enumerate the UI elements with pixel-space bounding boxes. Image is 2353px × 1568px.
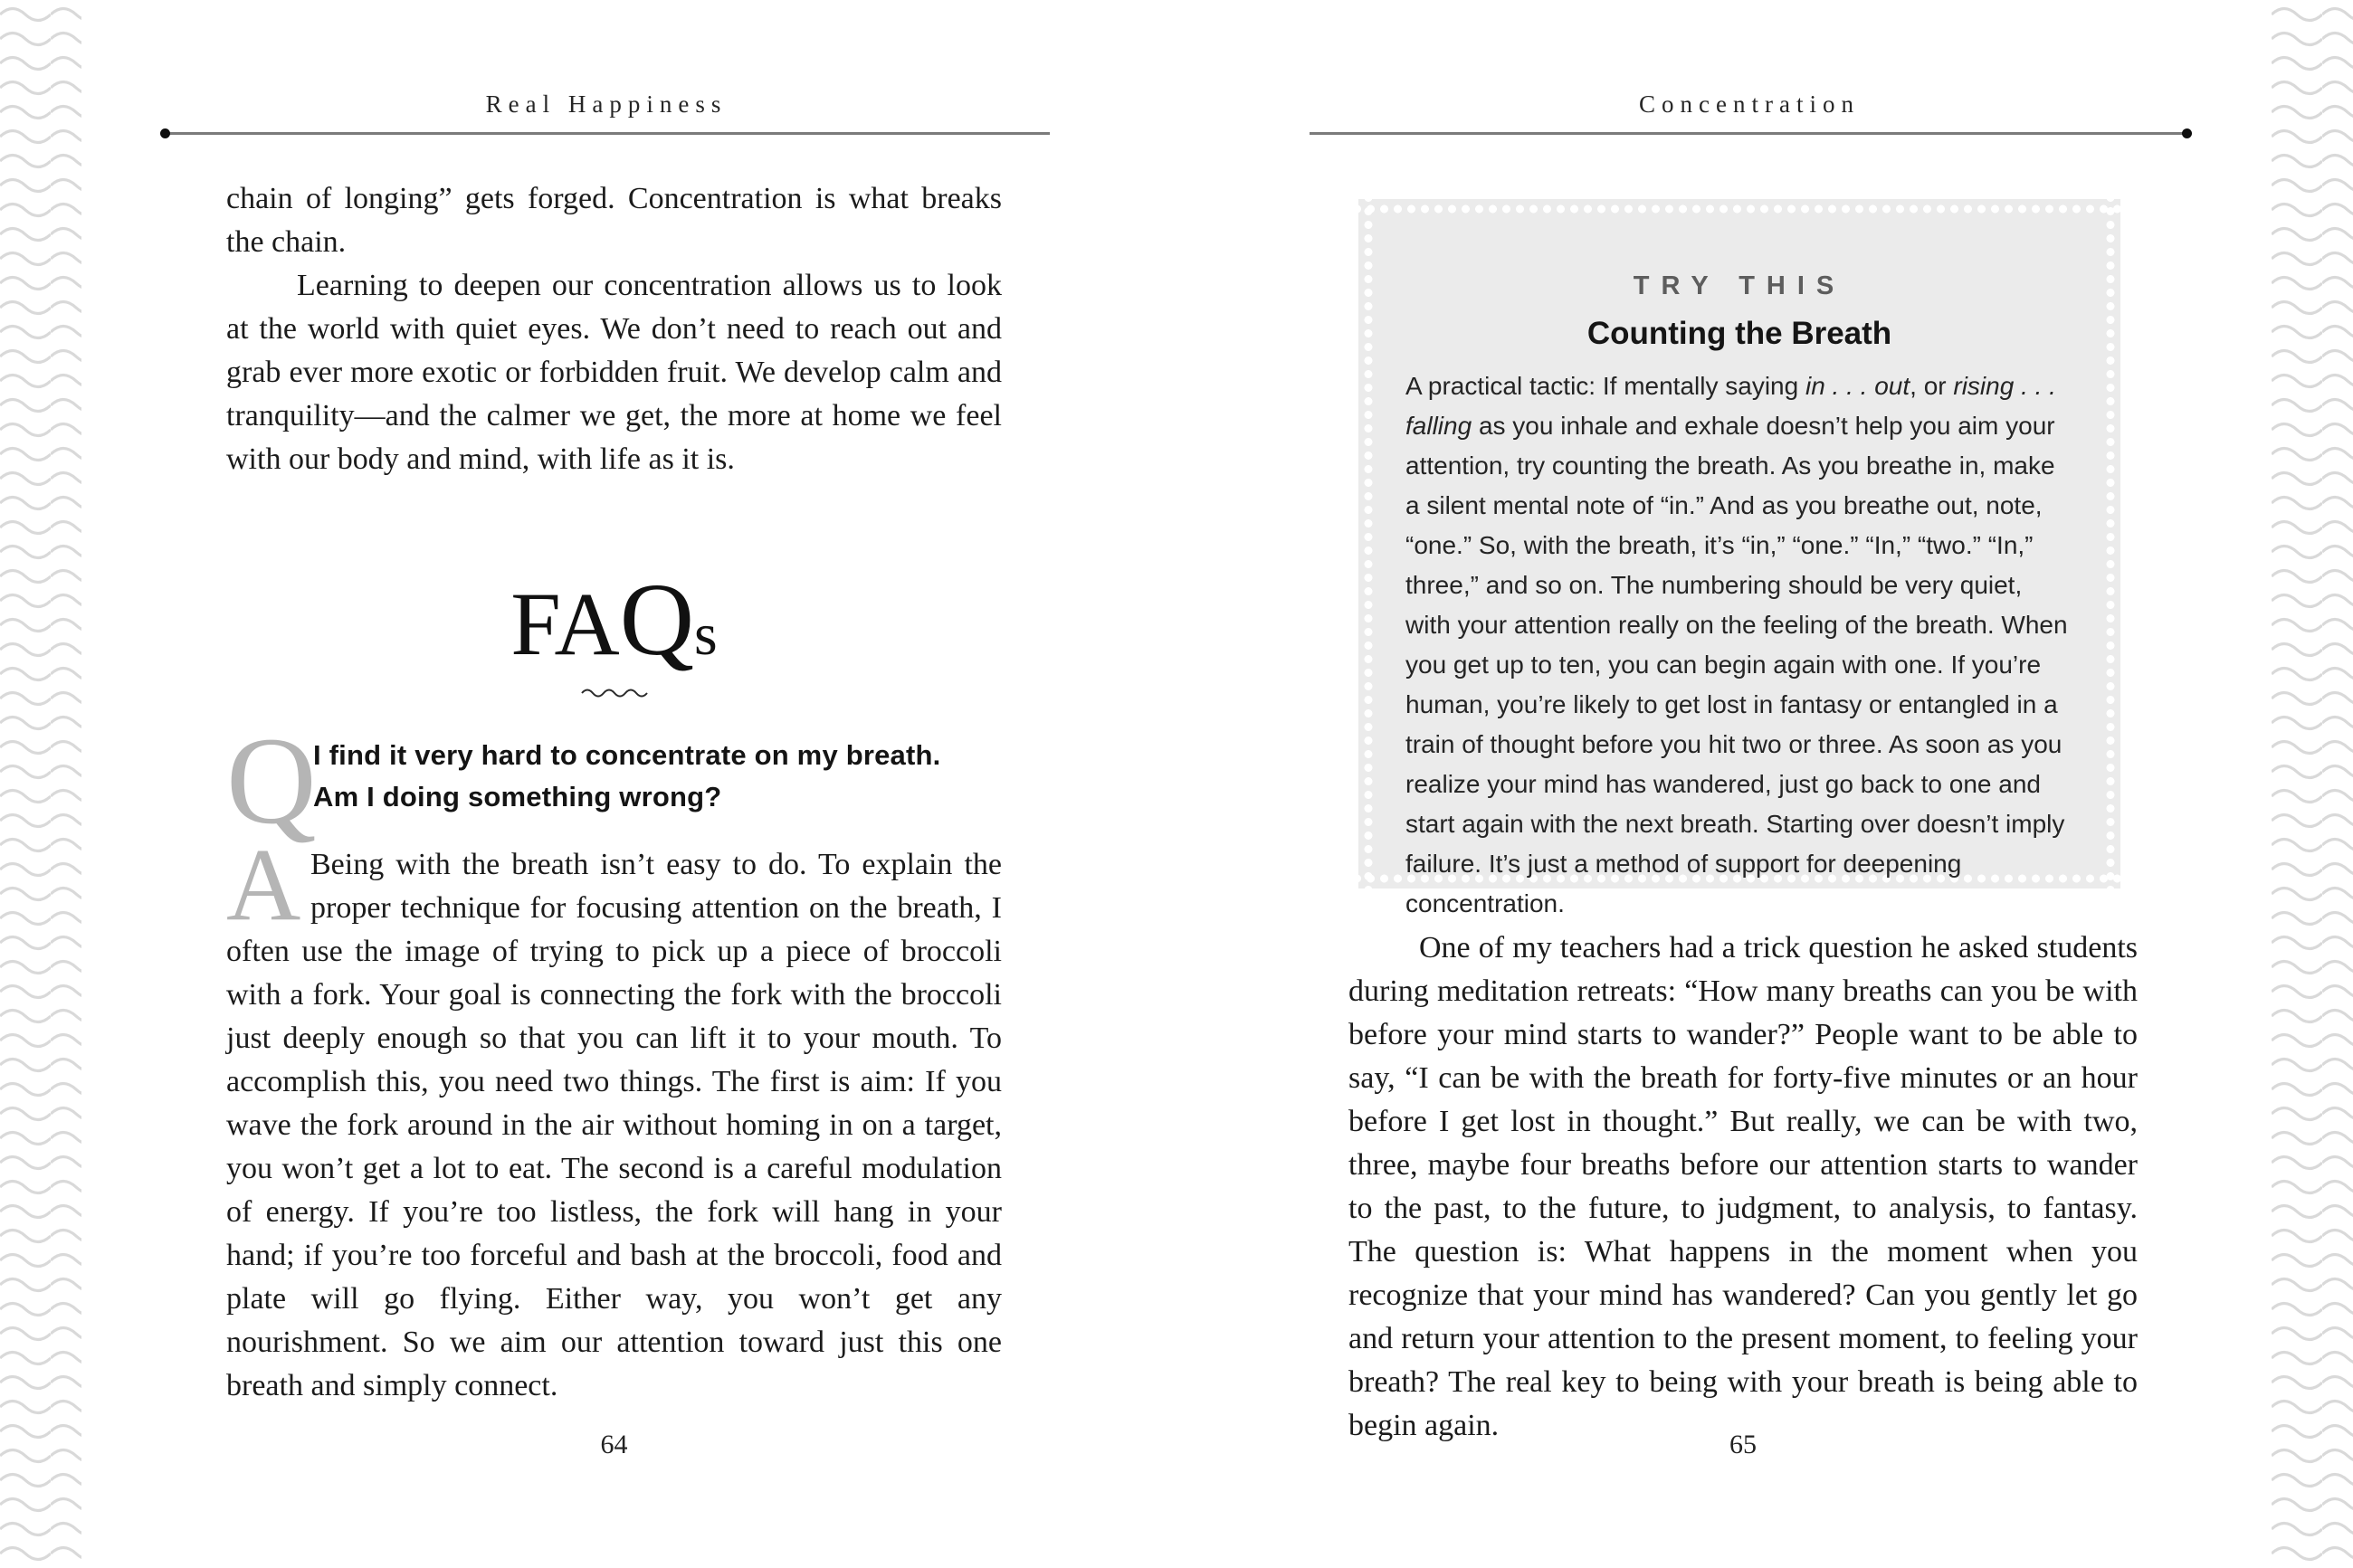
answer-block bbox=[226, 827, 1002, 1408]
left-body-text bbox=[226, 177, 1002, 481]
try-this-body: A practical tactic: If mentally saying in . . . out, or rising . . . falling as you inhale and exhale doesn’t help you aim your attention, try counting the breath. As you breathe in, make a silent mental note of “in.” And as you breathe out, note, “one.” So, with the breath, it’s “in,” “one.” “In,” “two.” “In,” three,” and so on. The numbering should be very quiet, with your attention really on the feeling of the breath. When you get up to ten, you can begin again with one. If you’re human, you’re likely to get lost in fantasy or entangled in a train of thought before you hit two or three. As soon as you realize your mind has wandered, just go back to one and start again with the next breath. Starting over doesn’t imply failure. It’s just a method of support for deepening concentration. bbox=[1405, 372, 2068, 917]
paragraph-continuation: chain of longing” gets forged. Concentration is what breaks the chain. bbox=[226, 182, 1002, 259]
try-this-kicker: TRY THIS bbox=[1633, 271, 1846, 300]
page-number-right: 65 bbox=[1729, 1430, 1757, 1459]
question-drop-cap: Q bbox=[226, 711, 317, 850]
try-this-box bbox=[1358, 199, 2120, 917]
page-number-left: 64 bbox=[600, 1430, 628, 1459]
faqs-heading-s: s bbox=[694, 602, 718, 668]
faqs-heading-fa: FA bbox=[510, 574, 620, 674]
question-block bbox=[226, 711, 1002, 850]
answer-drop-cap: A bbox=[226, 827, 301, 942]
try-this-title: Counting the Breath bbox=[1586, 316, 1892, 351]
squiggle-ornament bbox=[226, 686, 1002, 703]
faqs-heading-q: Q bbox=[619, 562, 695, 677]
running-header-right: Concentration bbox=[1639, 90, 1860, 118]
header-rule-right bbox=[1310, 132, 2189, 135]
wave-pattern-left bbox=[0, 0, 81, 1568]
rule-dot-right bbox=[2182, 128, 2192, 138]
right-body-paragraph: One of my teachers had a trick question he asked students during meditation retreats: “How many breaths can you be with before your mind starts to wander?” People want to be able to say, “I can be with the breath for forty-five minutes or an hour before I get lost in thought.” But really, we can be with two, three, maybe four breaths before our attention starts to wander to the past, to the future, to judgment, to analysis, to fantasy. The question is: What happens in the moment when you recognize that your mind has wandered? Can you gently let go and return your attention to the present moment, to feeling your breath? The real key to being with your breath is being able to begin again. bbox=[1348, 931, 2138, 1442]
header-rule-left bbox=[163, 132, 1050, 135]
running-header-left: Real Happiness bbox=[485, 90, 728, 118]
rule-dot-left bbox=[160, 128, 170, 138]
faqs-heading bbox=[226, 562, 1002, 677]
wave-pattern-right bbox=[2272, 0, 2353, 1568]
question-line-2: Am I doing something wrong? bbox=[313, 781, 722, 813]
paragraph-learning: Learning to deepen our concentration allows us to look at the world with quiet eyes. We don’t need to reach out and grab ever more exotic or forbidden fruit. We develop calm and tranquility—and the calmer we get, the more at home we feel with our body and mind, with life as it is. bbox=[226, 269, 1002, 476]
question-line-1: I find it very hard to concentrate on my breath. bbox=[313, 739, 941, 771]
answer-text: Being with the breath isn’t easy to do. To explain the proper technique for focusing attention on the breath, I often use the image of trying to pick up a piece of broccoli with a fork. Your goal is connecting the fork with the broccoli just deeply enough so that you can lift it to your mouth. To accomplish this, you need two things. The first is aim: If you wave the fork around in the air without homing in on a target, you won’t get a lot to eat. The second is a careful modulation of energy. If you’re too listless, the fork will hang in your hand; if you’re too forceful and bash at the broccoli, food and plate will go flying. Either way, you won’t get any nourishment. So we aim our attention toward just this one breath and simply connect. bbox=[226, 848, 1002, 1402]
